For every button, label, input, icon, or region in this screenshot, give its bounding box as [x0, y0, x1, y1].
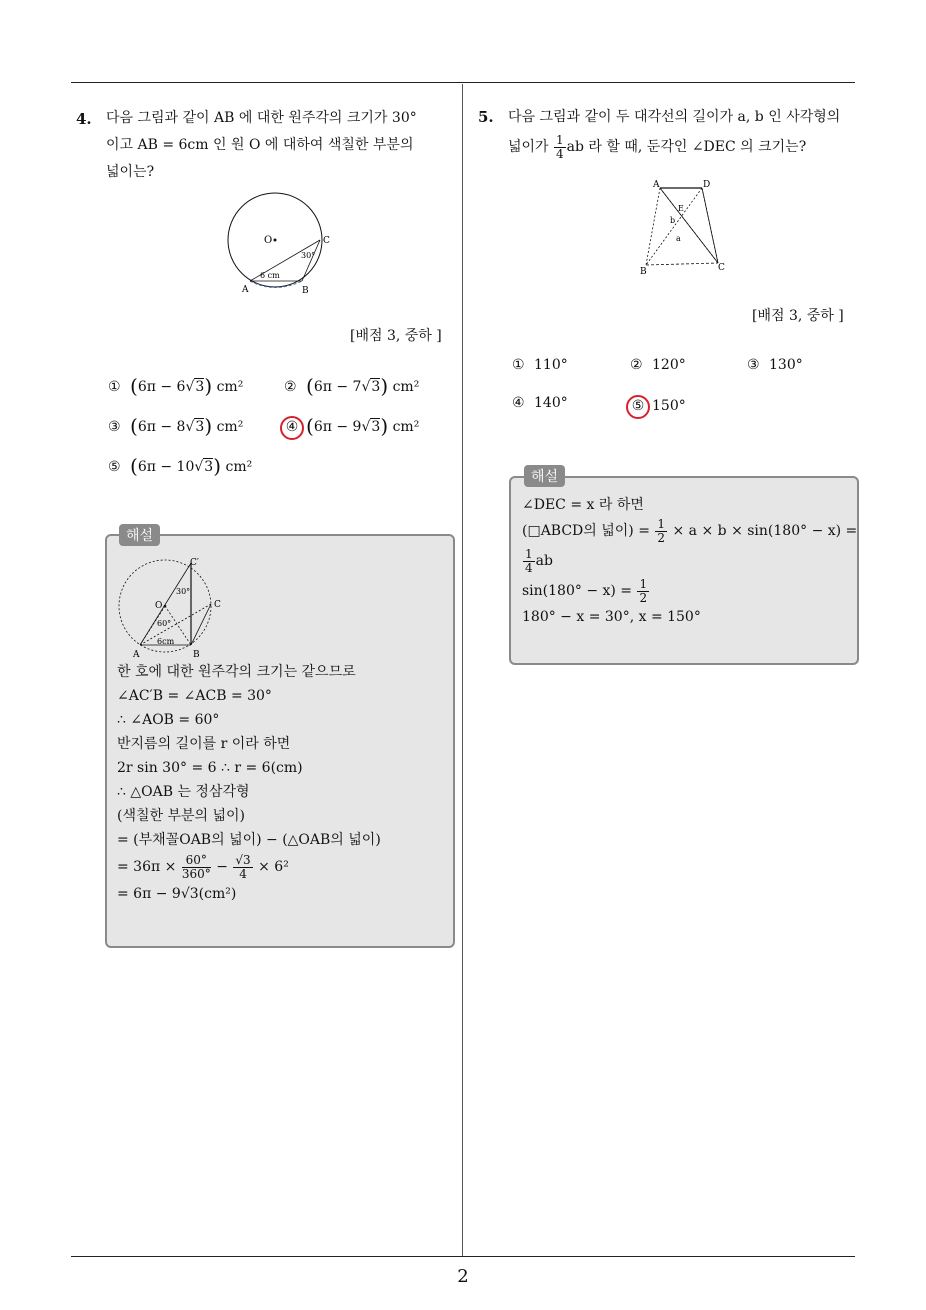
q4-sol-fig-A: A — [133, 650, 140, 660]
q4-sol-fig-O: O — [155, 601, 163, 611]
q5-solution-text — [522, 494, 857, 628]
q5-fig-B: B — [640, 267, 647, 277]
q4-number: 4. — [76, 110, 92, 128]
q4-option-5-value: 6π − 10 — [137, 459, 195, 475]
q4-line1: 다음 그림과 같이 AB 에 대한 원주각의 크기가 30° — [106, 110, 417, 126]
q5-option-5-answer-mark: ⑤ — [626, 395, 650, 419]
q4-option-2[interactable]: ② (6π − 7√3) cm² — [284, 374, 420, 398]
q4-line3: 넓이는? — [106, 164, 155, 180]
q4-sol-l2: ∠AC′B = ∠ACB = 30° — [117, 688, 272, 704]
q5-frac: $\frac{1}{4}$ — [556, 132, 564, 161]
q4-fig-angle: 30° — [301, 251, 316, 260]
q5-sol-l3: $\frac{1}{4}$ ab — [525, 546, 553, 575]
q4-option-5-root: 3 — [204, 459, 214, 475]
q4-sol-fig-a60: 60° — [157, 619, 172, 628]
q4-option-2-value: 6π − 7 — [313, 379, 362, 395]
q4-line2: 이고 AB = 6cm 인 원 O 에 대하여 색칠한 부분의 — [106, 137, 414, 153]
top-rule — [71, 82, 855, 83]
q5-sol-frac2: $\frac{1}{4}$ — [525, 546, 533, 575]
bottom-rule — [71, 1256, 855, 1257]
q4-sol-fig-C: C — [214, 600, 221, 610]
q5-figure — [636, 175, 731, 280]
q5-sol-l2: (□ABCD의 넓이) = $\frac{1}{2}$ × a × b × sin(180° − x) = — [522, 516, 858, 545]
q5-fig-a: a — [676, 234, 681, 243]
q4-option-2-mark: ② — [284, 379, 297, 395]
q4-sol-fig-Cp: C′ — [190, 558, 199, 568]
q5-number: 5. — [478, 108, 494, 126]
q4-sol-l9: = 36π × $\frac{60^\circ}{360^\circ}$ − $\frac{√3}{4}$ × 6² — [117, 852, 289, 881]
q4-option-1-root: 3 — [195, 379, 205, 395]
q4-option-3-value: 6π − 8 — [137, 419, 186, 435]
q4-sol-frac2: $\frac{√3}{4}$ — [235, 852, 251, 881]
q4-option-4-answer-mark: ④ — [280, 416, 304, 440]
q4-sol-l8: = (부채꼴OAB의 넓이) − (△OAB의 넓이) — [117, 832, 381, 848]
q4-option-3-unit: cm² — [216, 419, 244, 435]
q5-line1: 다음 그림과 같이 두 대각선의 길이가 a, b 인 사각형의 — [508, 109, 841, 125]
q4-figure — [220, 190, 340, 300]
q4-option-3-root: 3 — [195, 419, 205, 435]
q5-fig-b: b — [670, 216, 676, 225]
page-number: 2 — [457, 1266, 469, 1287]
q5-option-4[interactable]: ④ 140° — [512, 395, 568, 411]
q4-option-5-unit: cm² — [225, 459, 253, 475]
q4-solution-figure — [113, 556, 228, 661]
q5-text — [508, 104, 858, 163]
q4-option-1-unit: cm² — [216, 379, 244, 395]
q4-option-3[interactable]: ③ (6π − 8√3) cm² — [108, 414, 244, 438]
q5-fig-D: D — [703, 180, 711, 190]
q4-sol-fig-B: B — [193, 650, 200, 660]
q5-option-5[interactable]: ⑤ 150° — [630, 395, 686, 419]
column-divider — [462, 84, 463, 1256]
q5-fig-C: C — [718, 263, 725, 273]
q4-option-5[interactable]: ⑤ (6π − 10√3) cm² — [108, 454, 253, 478]
q4-option-1-value: 6π − 6 — [137, 379, 186, 395]
q4-option-3-mark: ③ — [108, 419, 121, 435]
q4-sol-l6: ∴ △OAB 는 정삼각형 — [117, 784, 250, 800]
q4-sol-fig-a30: 30° — [176, 587, 191, 596]
q4-option-5-mark: ⑤ — [108, 459, 121, 475]
q4-fig-C: C — [323, 236, 330, 246]
q5-option-3[interactable]: ③ 130° — [747, 357, 803, 373]
q4-solution-tag: 해설 — [119, 524, 160, 546]
q4-sol-fig-len: 6cm — [157, 637, 175, 646]
q5-option-1[interactable]: ① 110° — [512, 357, 568, 373]
q5-fig-A: A — [653, 180, 660, 190]
q4-sol-l5: 2r sin 30° = 6 ∴ r = 6(cm) — [117, 760, 303, 776]
q4-option-2-root: 3 — [371, 379, 381, 395]
q4-sol-l7: (색칠한 부분의 넓이) — [117, 808, 246, 824]
q5-fig-E: E — [678, 204, 684, 213]
q4-fig-len: 6 cm — [260, 271, 280, 280]
q4-solution-text — [117, 660, 381, 906]
q5-option-2[interactable]: ② 120° — [630, 357, 686, 373]
q4-sol-frac1: $\frac{60^\circ}{360^\circ}$ — [181, 852, 211, 881]
q5-score: [배점 3, 중하 ] — [752, 308, 844, 324]
q5-sol-l4: sin(180° − x) = $\frac{1}{2}$ — [522, 576, 648, 605]
q5-line2: 넓이가 $\frac{1}{4}$ ab 라 할 때, 둔각인 ∠DEC 의 크기는? — [508, 132, 807, 161]
q4-option-1-mark: ① — [108, 379, 121, 395]
q5-sol-frac1: $\frac{1}{2}$ — [657, 516, 666, 545]
q4-option-4-unit: cm² — [392, 419, 420, 435]
q4-fig-A: A — [242, 285, 249, 295]
q4-fig-B: B — [302, 286, 309, 296]
q5-sol-frac3: $\frac{1}{2}$ — [639, 576, 648, 605]
q4-option-4-root: 3 — [371, 419, 381, 435]
q5-solution-tag: 해설 — [524, 465, 565, 487]
q4-sol-l4: 반지름의 길이를 r 이라 하면 — [117, 736, 291, 752]
q4-sol-l1: 한 호에 대한 원주각의 크기는 같으므로 — [117, 664, 356, 680]
q4-text — [106, 105, 456, 186]
q4-option-2-unit: cm² — [392, 379, 420, 395]
q4-sol-l10: = 6π − 9√3(cm²) — [117, 886, 237, 902]
q4-option-4-value: 6π − 9 — [313, 419, 362, 435]
q4-option-1[interactable]: ① (6π − 6√3) cm² — [108, 374, 244, 398]
q4-fig-O: O — [264, 235, 273, 246]
q5-sol-l1: ∠DEC = x 라 하면 — [522, 497, 644, 513]
q4-sol-l3: ∴ ∠AOB = 60° — [117, 712, 220, 728]
q5-sol-l5: 180° − x = 30°, x = 150° — [522, 609, 701, 625]
q4-option-4[interactable]: ④ (6π − 9√3) cm² — [284, 414, 419, 440]
q4-score: [배점 3, 중하 ] — [350, 328, 442, 344]
